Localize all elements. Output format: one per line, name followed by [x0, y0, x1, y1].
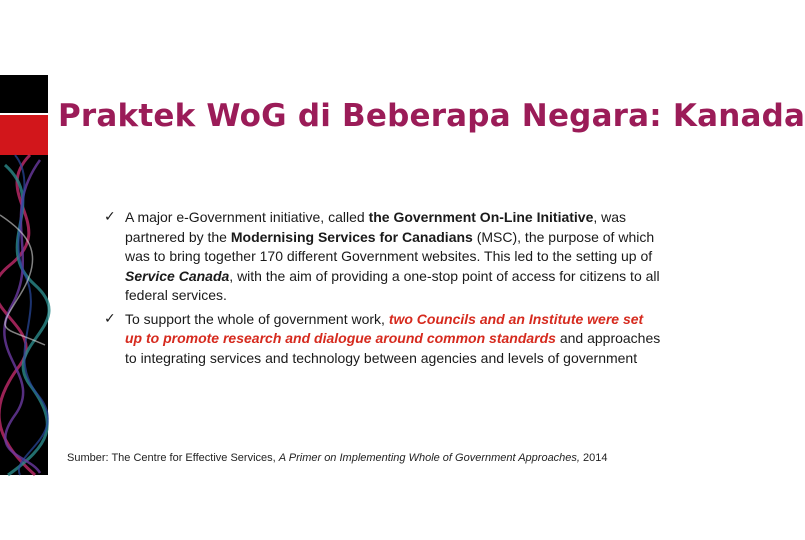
source-title: A Primer on Implementing Whole of Government Approaches, — [278, 452, 580, 464]
bullet-text: To support the whole of government work, — [125, 310, 389, 327]
bullet-item — [104, 310, 664, 369]
bullet-text: , with the aim of providing a one-stop point of access for citizens to all federal services. — [125, 267, 660, 303]
bullet-item — [104, 208, 664, 306]
bullet-text: and approaches to integrating services and technology between agencies and levels of government — [125, 330, 661, 366]
red-block — [0, 115, 48, 155]
bullet-text: (MSC), the purpose of which was to bring together 170 different Government websites. This led to the setting up of — [125, 228, 655, 264]
bullet-text: , was partnered by the — [125, 209, 627, 245]
decorative-left-strip — [0, 75, 48, 475]
slide-title: Praktek WoG di Beberapa Negara: Kanada — [58, 98, 805, 134]
black-block — [0, 75, 48, 113]
source-year: 2014 — [579, 452, 608, 464]
bullet-emphasis: Service Canada — [125, 267, 230, 284]
bullet-emphasis: the Government On-Line Initiative — [368, 209, 594, 225]
source-text: : The Centre for Effective Services, — [105, 452, 279, 464]
source-label: Sumber — [67, 452, 106, 464]
checkmark-icon: ✓ — [104, 310, 116, 327]
source-citation — [67, 452, 608, 464]
bullet-emphasis: Modernising Services for Canadians — [230, 228, 473, 245]
bullet-highlight: two Councils and an Institute were set up to promote research and dialogue around common standards — [125, 310, 644, 346]
bullet-text: A major e-Government initiative, called — [125, 209, 369, 225]
bullet-list — [104, 208, 664, 372]
swirl-graphic — [0, 155, 48, 475]
checkmark-icon: ✓ — [104, 209, 116, 225]
